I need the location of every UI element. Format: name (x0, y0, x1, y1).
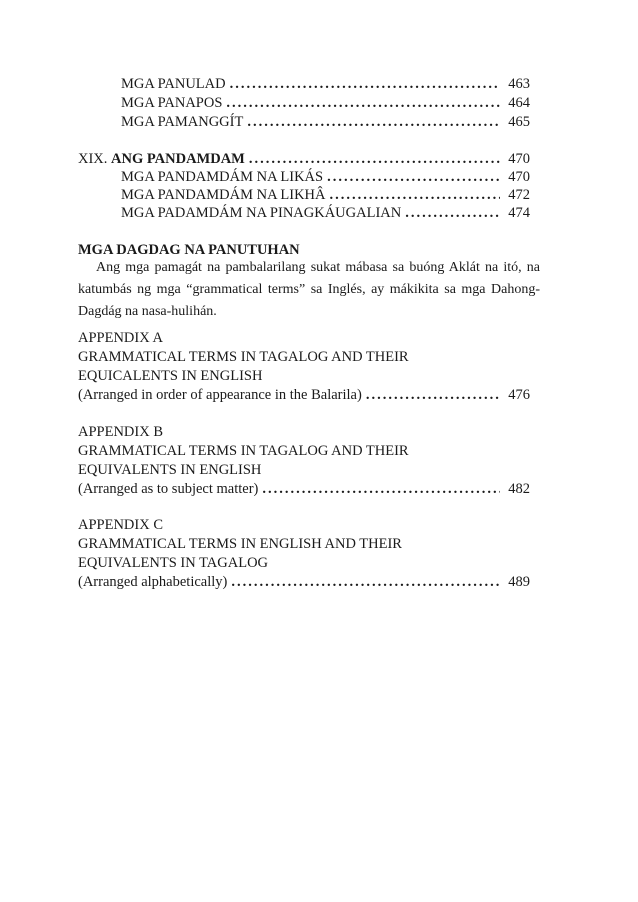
appendix-a-title-line2: EQUICALENTS IN ENGLISH (78, 368, 263, 384)
toc-entry-page: 476 (508, 387, 530, 403)
toc-entry-panulad (121, 75, 530, 93)
toc-entry-page: 482 (508, 481, 530, 497)
chapter-numeral: XIX. (78, 151, 108, 167)
toc-entry-label: MGA PANAPOS (121, 95, 223, 111)
appendix-a-entry (78, 386, 530, 404)
dot-leader (226, 94, 500, 112)
toc-entry-page: 472 (508, 187, 530, 203)
toc-entry-page: 470 (508, 169, 530, 185)
dot-leader (247, 113, 500, 131)
toc-entry-page: 464 (508, 95, 530, 111)
dagdag-paragraph: Ang mga pamagát na pambalarilang sukat mábasa sa buóng Aklát na itó, na katumbás ng mga “grammatical terms” sa Inglés, ay mákikita sa mga Dahong-Dagdág na nasa-hulihán. (78, 260, 540, 319)
dagdag-heading: MGA DAGDAG NA PANUTUHAN (78, 242, 300, 258)
toc-entry-panapos (121, 94, 530, 112)
dot-leader (330, 186, 500, 204)
appendix-c-title-line2: EQUIVALENTS IN TAGALOG (78, 555, 269, 571)
toc-entry-likha (121, 186, 530, 204)
dot-leader (231, 573, 500, 591)
toc-entry-label: MGA PANDAMDÁM NA LIKÁS (121, 169, 324, 185)
dot-leader (230, 75, 500, 93)
appendix-arrangement: (Arranged in order of appearance in the Balarila) (78, 387, 362, 403)
appendix-arrangement: (Arranged as to subject matter) (78, 481, 259, 497)
appendix-a-title-line1: GRAMMATICAL TERMS IN TAGALOG AND THEIR (78, 349, 409, 365)
toc-entry-page: 470 (508, 151, 530, 167)
toc-entry-label: MGA PANDAMDÁM NA LIKHÂ (121, 187, 326, 203)
appendix-b-title-line2: EQUIVALENTS IN ENGLISH (78, 462, 262, 478)
toc-entry-pamanggit (121, 113, 530, 131)
toc-entry-pinagkaugalian (121, 204, 530, 222)
toc-entry-likas (121, 168, 530, 186)
toc-entry-label: MGA PAMANGGÍT (121, 114, 244, 130)
appendix-b-name: APPENDIX B (78, 424, 163, 440)
chapter-title: ANG PANDAMDAM (111, 151, 245, 167)
appendix-c-title-line1: GRAMMATICAL TERMS IN ENGLISH AND THEIR (78, 536, 402, 552)
appendix-a-name: APPENDIX A (78, 330, 163, 346)
toc-entry-label: MGA PANULAD (121, 76, 226, 92)
dot-leader (405, 204, 500, 222)
appendix-c-entry (78, 573, 530, 591)
chapter-xix-entry (78, 150, 530, 168)
toc-entry-page: 465 (508, 114, 530, 130)
dot-leader (249, 150, 500, 168)
toc-entry-page: 489 (508, 574, 530, 590)
appendix-b-entry (78, 480, 530, 498)
appendix-b-title-line1: GRAMMATICAL TERMS IN TAGALOG AND THEIR (78, 443, 409, 459)
dot-leader (327, 168, 500, 186)
dot-leader (366, 386, 500, 404)
toc-entry-label: MGA PADAMDÁM NA PINAGKÁUGALIAN (121, 205, 402, 221)
toc-entry-page: 463 (508, 76, 530, 92)
toc-entry-page: 474 (508, 205, 530, 221)
chapter-xix-label (78, 150, 245, 168)
appendix-arrangement: (Arranged alphabetically) (78, 574, 228, 590)
appendix-c-name: APPENDIX C (78, 517, 163, 533)
dot-leader (262, 480, 500, 498)
